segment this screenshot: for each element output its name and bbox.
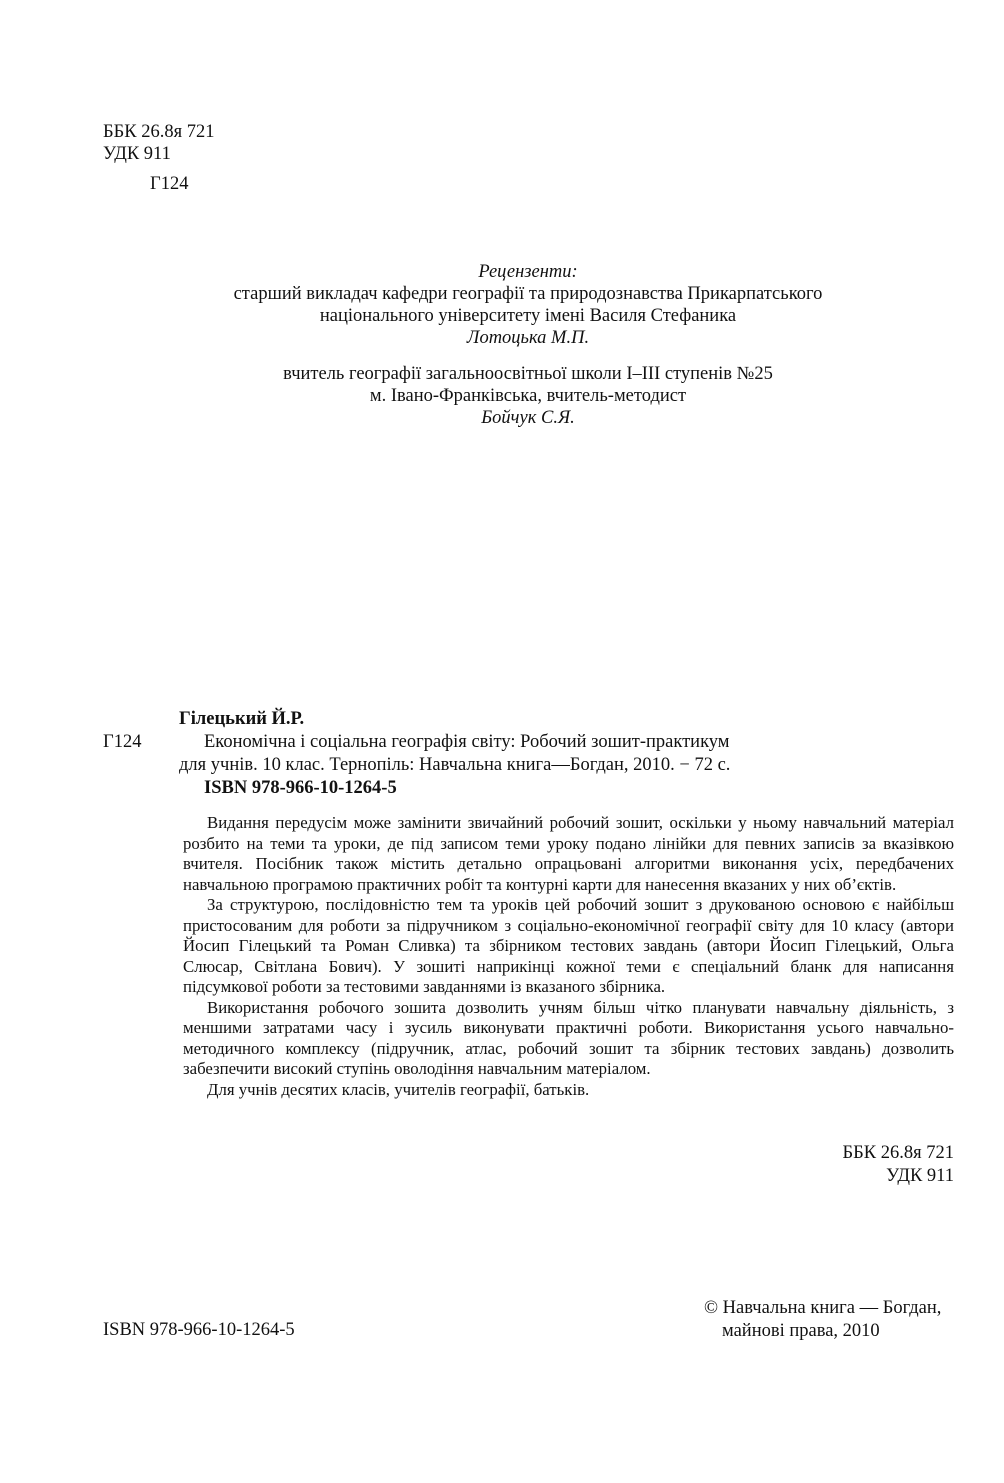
bottom-classification-codes [760,1143,954,1189]
copyright-line-2: майнові права, 2010 [722,1321,880,1341]
top-classification-codes [103,122,214,166]
udk-code: УДК 911 [103,144,171,164]
reviewer-2-position: вчитель географії загальноосвітньої школи I–III ступенів №25 [283,364,773,384]
abstract-paragraph-1: Видання передусім може замінити звичайний робочий зошит, оскільки у ньому навчальний матеріал розбито на теми та уроки, де під записом теми уроку подано лінійки для певних записів за вказівкою вчителя. Посібник також містить детально опрацьовані алгоритми виконання усіх, передбачених навчальною програмою практичних робіт та контурні карти для нанесення вказаних у них об’єктів. [183,813,954,894]
book-title-line-1: Економічна і соціальна географія світу: Робочий зошит-практикум [204,732,730,752]
reviewer-1-position: старший викладач кафедри географії та природознавства Прикарпатського [233,284,823,304]
bbk-code: ББК 26.8я 721 [103,122,215,142]
abstract-paragraph-2: За структурою, послідовністю тем та уроків цей робочий зошит з друкованою основою є найбільш пристосованим для роботи за підручником з соціально-економічної географії світу для 10 класу (автори Йосип Гілецький та Роман Сливка) та збірником тестових завдань (автори Йосип Гілецький, Ольга Слюсар, Світлана Бович). У зошиті наприкінці кожної теми є спеціальний бланк для написання підсумкової роботи за тестовими завданнями із вказаного збірника. [183,895,954,996]
reviewers-block [130,262,926,430]
book-author: Гілецький Й.Р. [179,709,305,729]
record-author-mark: Г124 [103,732,142,752]
reviewers-heading: Рецензенти: [478,262,578,282]
book-title-line-2: для учнів. 10 клас. Тернопіль: Навчальна книга—Богдан, 2010. − 72 с. [179,755,731,775]
bottom-udk-code: УДК 911 [886,1166,954,1186]
record-isbn: ISBN 978-966-10-1264-5 [204,778,397,798]
bottom-bbk-code: ББК 26.8я 721 [842,1143,954,1163]
reviewer-2-affiliation: м. Івано-Франківська, вчитель-методист [369,386,687,406]
abstract-paragraph-4: Для учнів десятих класів, учителів географії, батьків. [207,1079,590,1099]
book-abstract [183,813,954,1100]
reviewer-1-name: Лотоцька М.П. [466,328,590,348]
copyright-notice [704,1298,941,1344]
footer-isbn: ISBN 978-966-10-1264-5 [103,1320,295,1340]
abstract-paragraph-3: Використання робочого зошита дозволить учням більш чітко планувати навчальну діяльність, з меншими затратами часу і зусиль виконувати практичні роботи. Використання усього навчально-методичного комплексу (підручник, атлас, робочий зошит та збірник тестових завдань) дозволить забезпечити високий ступінь оволодіння навчальним матеріалом. [183,997,954,1078]
copyright-line-1: © Навчальна книга — Богдан, [704,1298,942,1318]
bibliographic-record [103,709,963,801]
author-mark: Г124 [150,174,189,194]
reviewer-2-name: Бойчук С.Я. [481,408,575,428]
reviewer-1-affiliation: національного університету імені Василя Стефаника [319,306,737,326]
